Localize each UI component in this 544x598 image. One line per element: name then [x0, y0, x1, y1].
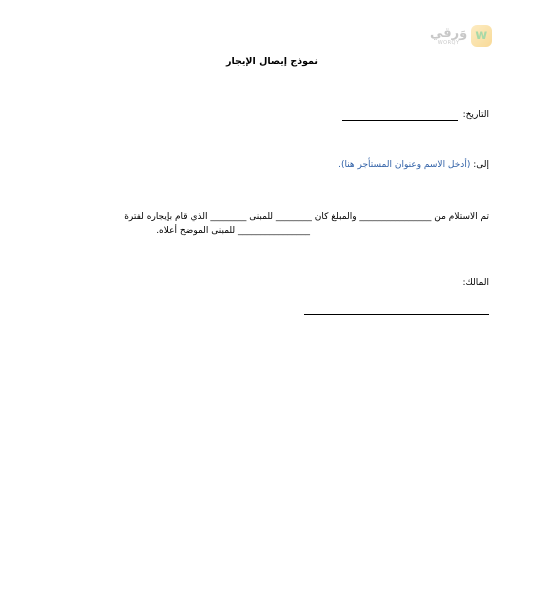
document-title-text: نموذج إيصال الإيجار	[225, 56, 318, 67]
recipient-row	[338, 160, 489, 170]
date-label: التاريخ:	[462, 110, 489, 120]
logo-arabic-text: وَرقي	[430, 25, 468, 41]
owner-label: المالك:	[462, 278, 489, 288]
document-title	[0, 56, 544, 67]
receipt-line-2: ________________ للمبنى الموضح أعلاه.	[156, 226, 310, 236]
logo-wordmark	[430, 27, 467, 46]
recipient-label: إلى:	[473, 160, 489, 170]
logo-badge-icon	[471, 25, 492, 47]
receipt-line-1: تم الاستلام من ________________ والمبلغ كان ________ للمبنى ________ الذي قام بإيجاره لفترة	[124, 212, 489, 222]
date-line	[342, 120, 458, 121]
recipient-placeholder: (أدخل الاسم وعنوان المستأجر هنا).	[338, 160, 471, 170]
logo-latin-text: WORQY	[437, 39, 460, 46]
logo-badge-letter: w	[475, 28, 488, 43]
brand-logo	[430, 22, 492, 50]
owner-signature-line	[304, 314, 489, 315]
